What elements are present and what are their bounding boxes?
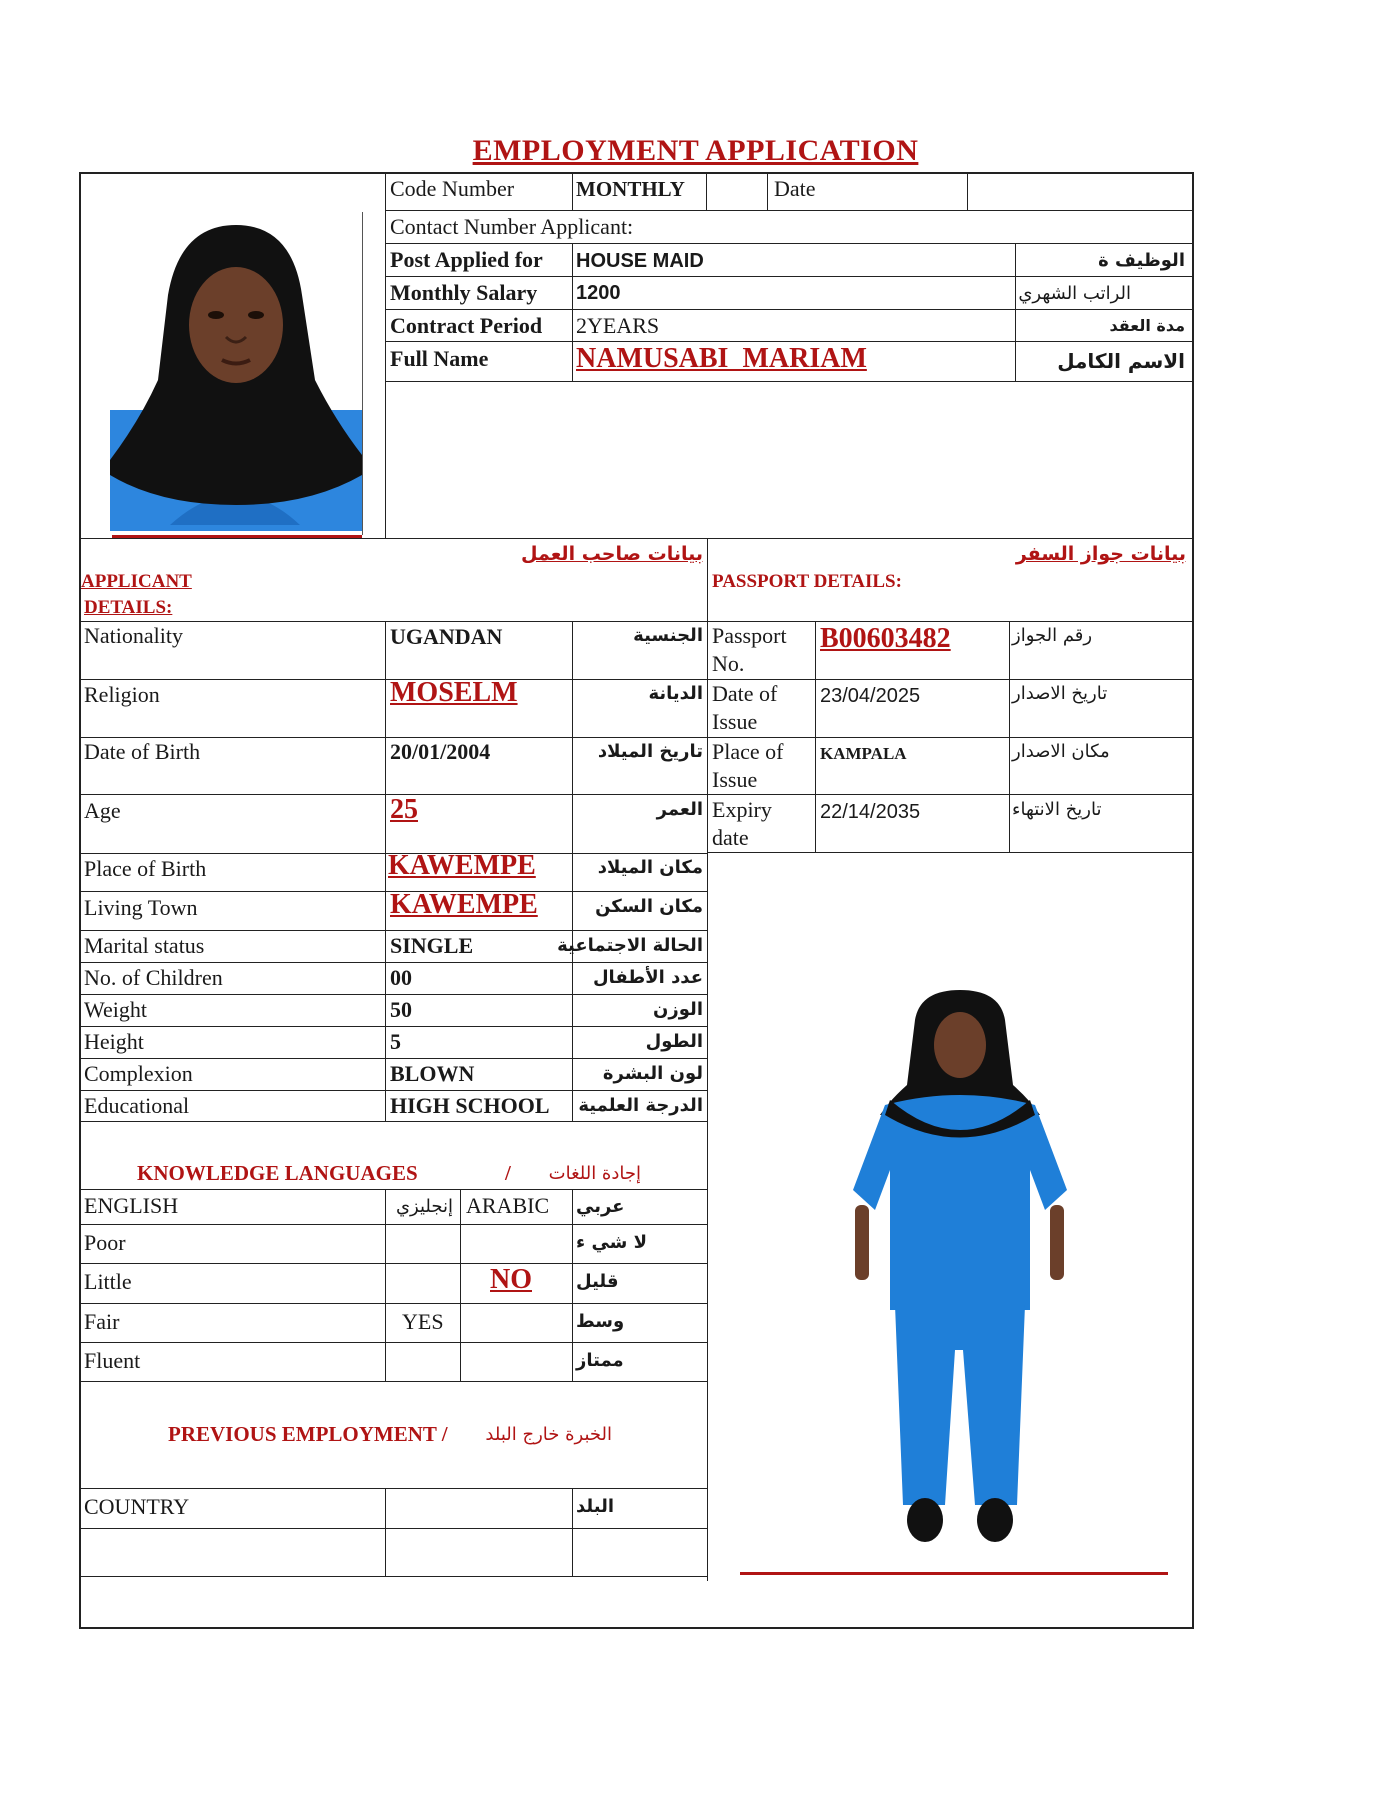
- religion-label: Religion: [84, 682, 160, 707]
- marital-status-label: Marital status: [84, 933, 205, 958]
- living-town-value: KAWEMPE: [390, 889, 538, 920]
- children-label: No. of Children: [84, 965, 223, 990]
- dob-value: 20/01/2004: [390, 739, 491, 764]
- educational-ar: الدرجة العلمية: [578, 1095, 703, 1116]
- previous-employment-heading-ar: الخبرة خارج البلد: [485, 1424, 612, 1445]
- post-value: HOUSE MAID: [576, 250, 704, 272]
- arabic-label: ARABIC: [466, 1193, 550, 1218]
- passport-no-ar: رقم الجواز: [1012, 625, 1093, 646]
- level-fluent-ar: ممتاز: [576, 1350, 624, 1371]
- full-name-value: NAMUSABI MARIAM: [576, 343, 867, 374]
- contact-label: Contact Number Applicant:: [390, 214, 634, 239]
- place-of-birth-ar: مكان الميلاد: [597, 857, 703, 878]
- level-fair-label: Fair: [84, 1309, 120, 1334]
- weight-value: 50: [390, 997, 412, 1022]
- country-ar: البلد: [576, 1496, 615, 1517]
- nationality-ar: الجنسية: [633, 625, 703, 646]
- code-number-label: Code Number: [390, 176, 515, 201]
- place-of-issue-ar: مكان الاصدار: [1012, 741, 1110, 762]
- educational-label: Educational: [84, 1093, 190, 1118]
- living-town-label: Living Town: [84, 895, 198, 920]
- height-ar: الطول: [645, 1031, 703, 1052]
- country-label: COUNTRY: [84, 1494, 190, 1519]
- level-fair-ar: وسط: [576, 1311, 625, 1332]
- religion-ar: الديانة: [648, 683, 703, 704]
- passport-no-label: Passport: [712, 623, 787, 648]
- expiry-ar: تاريخ الانتهاء: [1012, 799, 1102, 820]
- salary-ar: الراتب الشهري: [1018, 283, 1131, 304]
- page-title: EMPLOYMENT APPLICATION: [472, 134, 919, 167]
- expiry-label-2: date: [712, 825, 749, 850]
- religion-value: MOSELM: [390, 677, 518, 708]
- place-of-issue-value: KAMPALA: [820, 744, 907, 763]
- level-poor-ar: لا شي ء: [576, 1232, 648, 1253]
- applicant-section-label: APPLICANT: [81, 571, 192, 592]
- full-name-ar: الاسم الكامل: [1057, 349, 1185, 373]
- date-of-issue-ar: تاريخ الاصدار: [1012, 683, 1108, 704]
- previous-employment-heading: PREVIOUS EMPLOYMENT /: [168, 1422, 448, 1446]
- place-of-birth-label: Place of Birth: [84, 856, 207, 881]
- dob-ar: تاريخ الميلاد: [597, 741, 703, 762]
- height-value: 5: [390, 1029, 401, 1054]
- passport-section-ar: بيانات جواز السفر: [1015, 543, 1186, 565]
- passport-no-label-2: No.: [712, 651, 745, 676]
- english-label: ENGLISH: [84, 1193, 179, 1218]
- nationality-value: UGANDAN: [390, 624, 503, 649]
- expiry-label: Expiry: [712, 797, 772, 822]
- marital-status-value: SINGLE: [390, 933, 474, 958]
- passport-no-value: B00603482: [820, 623, 951, 654]
- level-little-ar: قليل: [576, 1271, 619, 1292]
- level-little-label: Little: [84, 1269, 132, 1294]
- height-label: Height: [84, 1029, 144, 1054]
- contract-value: 2YEARS: [576, 313, 660, 338]
- educational-value: HIGH SCHOOL: [390, 1093, 550, 1118]
- applicant-section-ar: بيانات صاحب العمل: [521, 543, 703, 565]
- children-value: 00: [390, 965, 412, 990]
- marital-status-ar: الحالة الاجتماعية: [557, 935, 703, 956]
- level-fluent-label: Fluent: [84, 1348, 141, 1373]
- age-label: Age: [84, 798, 121, 823]
- date-of-issue-value: 23/04/2025: [820, 685, 921, 707]
- nationality-label: Nationality: [84, 623, 183, 648]
- post-label: Post Applied for: [390, 247, 543, 272]
- place-of-birth-value: KAWEMPE: [388, 850, 536, 881]
- weight-ar: الوزن: [653, 999, 703, 1020]
- code-number-value: MONTHLY: [576, 177, 685, 201]
- expiry-value: 22/14/2035: [820, 801, 921, 823]
- age-value: 25: [390, 794, 418, 825]
- date-label: Date: [774, 176, 816, 201]
- level-poor-label: Poor: [84, 1230, 126, 1255]
- complexion-label: Complexion: [84, 1061, 193, 1086]
- level-fair-english: YES: [402, 1309, 444, 1334]
- full-body-photo: [845, 990, 1075, 1550]
- children-ar: عدد الأطفال: [592, 967, 703, 988]
- weight-label: Weight: [84, 997, 147, 1022]
- applicant-section-label-2: DETAILS:: [84, 597, 173, 618]
- full-name-label: Full Name: [390, 346, 489, 371]
- place-of-issue-label: Place of: [712, 739, 784, 764]
- living-town-ar: مكان السكن: [595, 896, 703, 917]
- english-ar: إنجليزي: [395, 1196, 453, 1217]
- place-of-issue-label-2: Issue: [712, 767, 758, 792]
- passport-section-label: PASSPORT DETAILS:: [712, 571, 902, 592]
- salary-value: 1200: [576, 282, 621, 304]
- portrait-photo: [110, 205, 362, 531]
- contract-ar: مدة العقد: [1109, 316, 1185, 335]
- arabic-ar: عربي: [576, 1196, 625, 1217]
- date-of-issue-label: Date of: [712, 681, 778, 706]
- languages-slash: /: [505, 1161, 511, 1185]
- complexion-ar: لون البشرة: [602, 1063, 703, 1084]
- level-little-arabic: NO: [490, 1264, 532, 1295]
- post-ar: الوظيف ة: [1098, 250, 1185, 271]
- date-of-issue-label-2: Issue: [712, 709, 758, 734]
- dob-label: Date of Birth: [84, 739, 201, 764]
- languages-heading-ar: إجادة اللغات: [548, 1163, 641, 1184]
- languages-heading: KNOWLEDGE LANGUAGES: [137, 1161, 418, 1185]
- contract-label: Contract Period: [390, 313, 543, 338]
- age-ar: العمر: [656, 799, 703, 820]
- salary-label: Monthly Salary: [390, 280, 538, 305]
- complexion-value: BLOWN: [390, 1061, 475, 1086]
